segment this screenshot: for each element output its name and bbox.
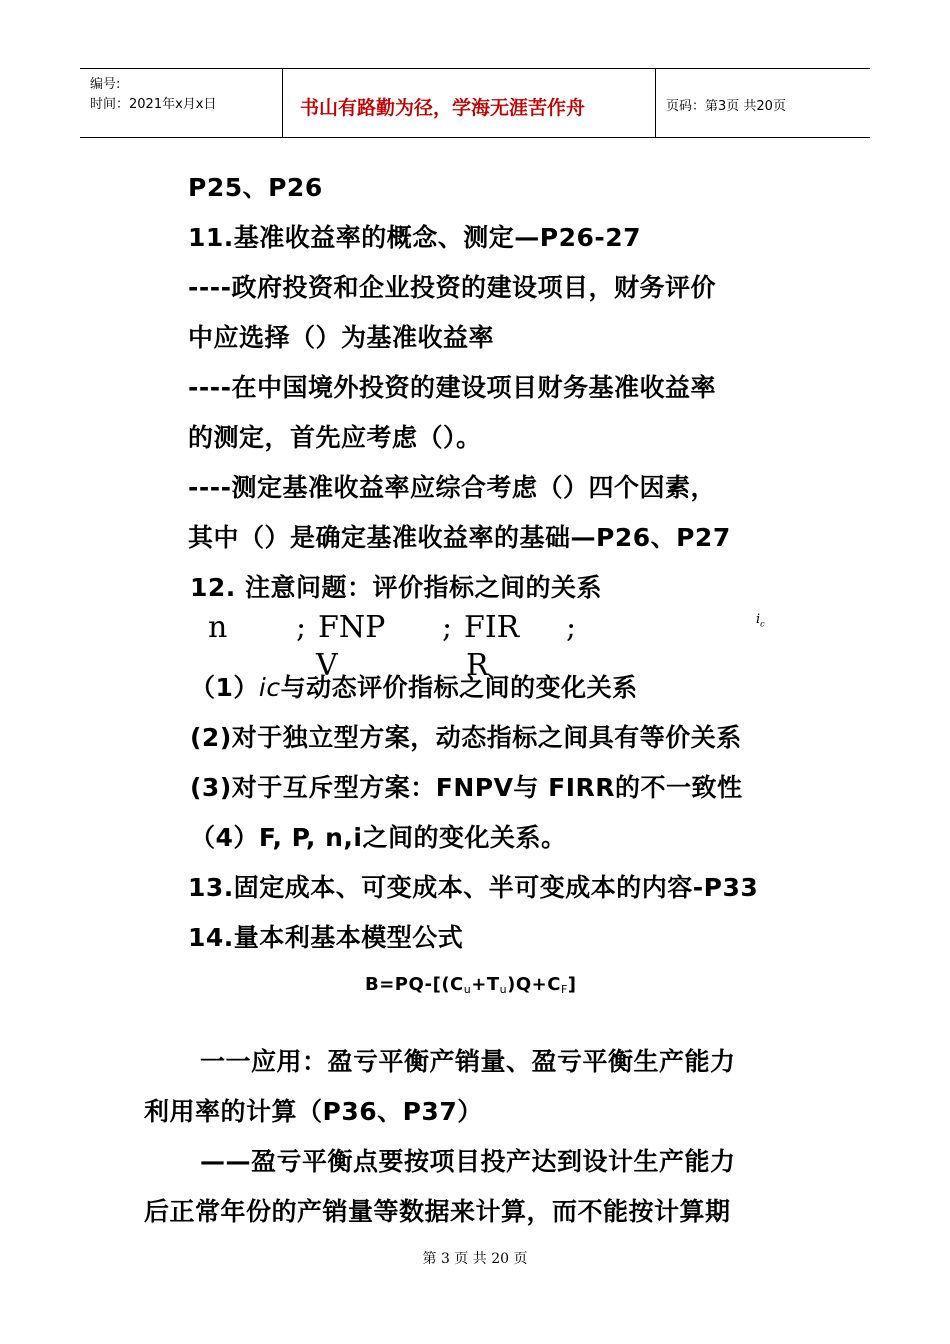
text-line-ic: （1）ic与动态评价指标之间的变化关系 — [190, 673, 638, 702]
header-motto-cell — [282, 69, 656, 137]
text-line: (2)对于独立型方案，动态指标之间具有等价关系 — [190, 723, 742, 752]
header-page-cell — [656, 69, 870, 137]
symbol-fnp: FNP — [318, 610, 386, 645]
text-line: 其中（）是确定基准收益率的基础—P26、P27 — [188, 523, 731, 552]
time-label: 时间：2021年x月x日 — [90, 97, 217, 112]
text-line: ——盈亏平衡点要按项目投产达到设计生产能力 — [200, 1147, 736, 1176]
symbol-fir: FIR — [464, 610, 520, 645]
symbol-v: V — [316, 648, 338, 683]
symbol-separator: ; — [296, 610, 307, 645]
number-label: 编号: — [90, 77, 121, 92]
section-13-heading: 13.固定成本、可变成本、半可变成本的内容-P33 — [188, 873, 759, 902]
text-line: 利用率的计算（P36、P37） — [144, 1097, 483, 1126]
page-footer: 第 3 页 共 20 页 — [422, 1251, 528, 1267]
text-line: 一一应用：盈亏平衡产销量、盈亏平衡生产能力 — [200, 1047, 736, 1076]
symbol-separator: ; — [442, 610, 453, 645]
symbol-ic: $i_c$ — [756, 612, 765, 629]
text-line: (3)对于互斥型方案：FNPV与 FIRR的不一致性 — [190, 773, 743, 802]
text-line: ----政府投资和企业投资的建设项目，财务评价 — [188, 273, 717, 302]
text-line: 中应选择（）为基准收益率 — [188, 323, 495, 352]
section-11-heading: 11.基准收益率的概念、测定—P26-27 — [188, 223, 642, 252]
text-line: ----测定基准收益率应综合考虑（）四个因素， — [188, 473, 717, 502]
cvp-formula: $B=PQ-[(C_u+T_u)Q+C_F]$ — [365, 974, 577, 996]
text-line: 后正常年份的产销量等数据来计算，而不能按计算期 — [144, 1197, 731, 1226]
text-line: ----在中国境外投资的建设项目财务基准收益率 — [188, 373, 717, 402]
text-line: 的测定，首先应考虑（）。 — [188, 423, 482, 452]
symbol-r: R — [466, 648, 489, 683]
header-table — [80, 68, 870, 138]
section-14-heading: 14.量本利基本模型公式 — [188, 923, 464, 952]
text-line: P25、P26 — [188, 173, 323, 202]
symbol-separator: ; — [566, 610, 577, 645]
motto: 书山有路勤为径，学海无涯苦作舟 — [300, 97, 586, 119]
page-code: 页码：第3页 共20页 — [666, 99, 786, 114]
header-meta-cell — [80, 69, 283, 137]
symbol-n: n — [208, 610, 228, 645]
section-12-heading: 12. 注意问题：评价指标之间的关系 — [190, 573, 602, 602]
text-line: （4）F, P, n,i之间的变化关系。 — [190, 823, 567, 852]
